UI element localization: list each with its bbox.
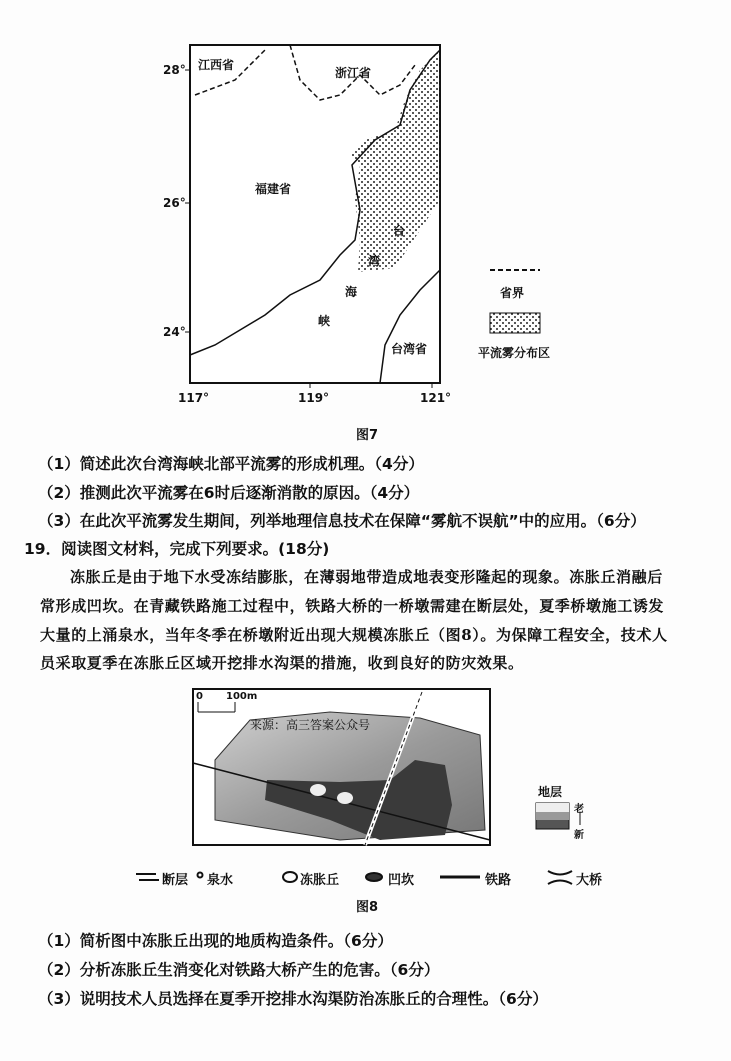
label-taiwan: 台湾省 (391, 342, 428, 356)
scale-distance: 100m (226, 691, 258, 702)
q19-3: （3）说明技术人员选择在夏季开挖排水沟渠防治冻胀丘的合理性。（6分） (38, 990, 548, 1008)
legend-railway: 铁路 (485, 873, 512, 888)
strata-title: 地层 (538, 785, 563, 799)
figure8-caption: 图8 (356, 900, 379, 915)
figure7-map (185, 45, 440, 388)
strata-old: 老 (574, 804, 584, 815)
q19-para-4: 员采取夏季在冻胀丘区域开挖排水沟渠的措施，收到良好的防灾效果。 (40, 654, 524, 672)
scale-zero: 0 (196, 691, 203, 702)
strata-new: 新 (574, 830, 584, 841)
legend-boundary: 省界 (500, 286, 525, 300)
label-strait-3: 海 (345, 285, 358, 299)
lat-tick-26: 26° (163, 196, 186, 210)
legend-depression: 凹坎 (388, 873, 415, 888)
lon-tick-119: 119° (298, 391, 330, 405)
legend-spring: 泉水 (207, 873, 234, 888)
q18-2: （2）推测此次平流雾在6时后逐渐消散的原因。（4分） (38, 484, 420, 502)
q19-para-1: 冻胀丘是由于地下水受冻结膨胀，在薄弱地带造成地表变形隆起的现象。冻胀丘消融后 (70, 568, 663, 586)
legend-bridge: 大桥 (576, 873, 603, 888)
legend-frost-mound: 冻胀丘 (300, 873, 340, 888)
label-jiangxi: 江西省 (198, 58, 235, 72)
figure7-legend (490, 270, 540, 333)
lon-tick-121: 121° (420, 391, 452, 405)
lat-tick-28: 28° (163, 63, 186, 77)
legend-fog: 平流雾分布区 (478, 346, 551, 360)
label-fujian: 福建省 (255, 182, 292, 196)
watermark: 来源：高三答案公众号 (250, 718, 371, 732)
lon-tick-117: 117° (178, 391, 210, 405)
q19-title: 19．阅读图文材料，完成下列要求。(18分) (24, 540, 330, 558)
q18-3: （3）在此次平流雾发生期间，列举地理信息技术在保障“雾航不误航”中的应用。（6分） (38, 512, 646, 530)
q19-para-3: 大量的上涌泉水，当年冬季在桥墩附近出现大规模冻胀丘（图8）。为保障工程安全，技术人 (40, 626, 668, 644)
q18-1: （1）简述此次台湾海峡北部平流雾的形成机理。（4分） (38, 455, 424, 473)
label-strait-2: 湾 (368, 254, 381, 268)
label-strait-4: 峡 (318, 314, 331, 328)
q19-para-2: 常形成凹坎。在青藏铁路施工过程中，铁路大桥的一桥墩需建在断层处，夏季桥墩施工诱发 (40, 597, 665, 615)
figure8-map (193, 689, 580, 845)
q19-1: （1）简析图中冻胀丘出现的地质构造条件。（6分） (38, 932, 393, 950)
legend-fault: 断层 (162, 873, 189, 888)
lat-tick-24: 24° (163, 325, 186, 339)
q19-2: （2）分析冻胀丘生消变化对铁路大桥产生的危害。（6分） (38, 961, 440, 979)
label-strait-1: 台 (393, 224, 406, 238)
label-zhejiang: 浙江省 (335, 66, 372, 80)
figure7-caption: 图7 (356, 428, 379, 443)
